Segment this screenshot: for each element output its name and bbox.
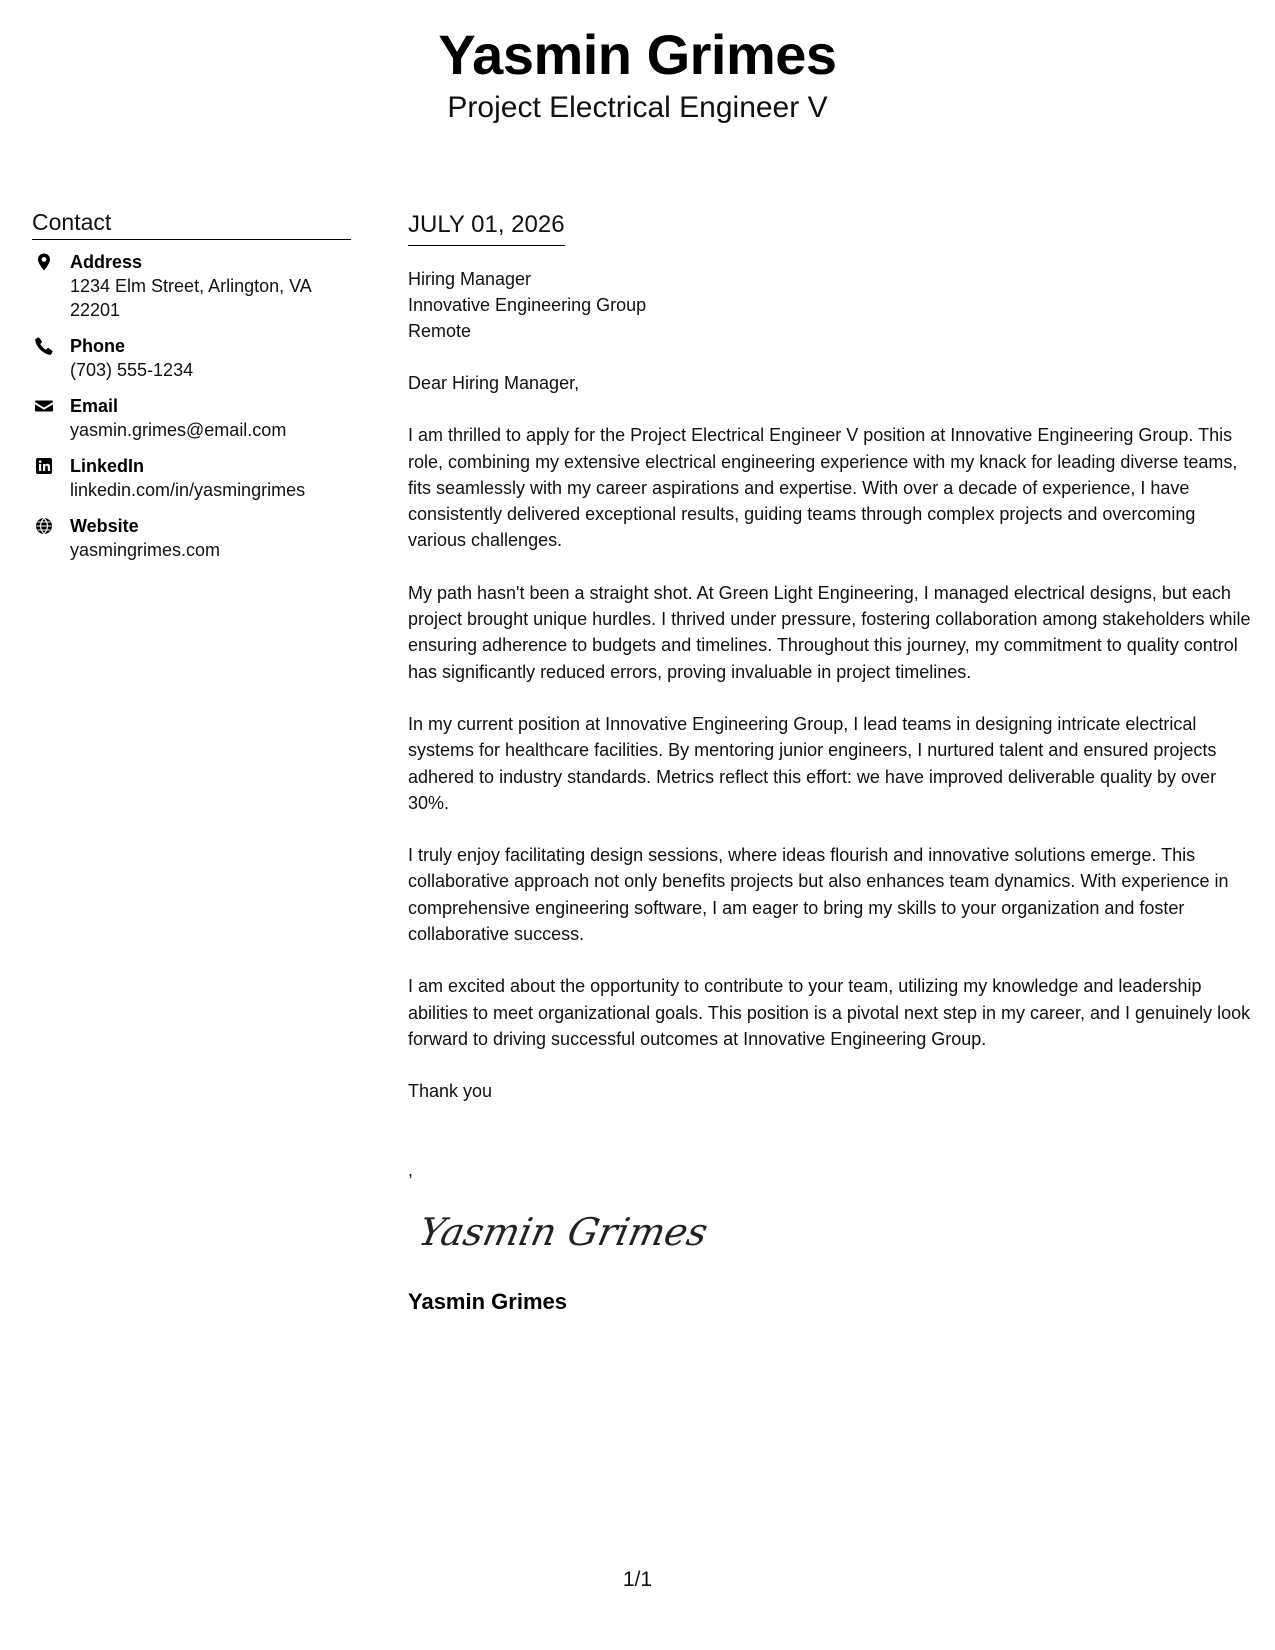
- contact-email: [32, 394, 351, 442]
- letter-body: [408, 210, 1254, 1315]
- contact-value: yasmin.grimes@email.com: [70, 420, 287, 440]
- contact-address: [32, 250, 351, 322]
- body-paragraph: My path hasn't been a straight shot. At Green Light Engineering, I managed electrical designs, but each project brought unique hurdles. I thrived under pressure, fostering collaboration among stakeholders while ensuring adherence to budgets and timelines. Throughout this journey, my commitment to quality control has significantly reduced errors, proving invaluable in project timelines.: [408, 582, 1251, 682]
- linkedin-icon: [34, 456, 54, 476]
- page-number: 1/1: [622, 1568, 653, 1591]
- contact-heading: Contact: [32, 208, 351, 240]
- letter-date: JULY 01, 2026: [408, 210, 565, 246]
- location-pin-icon: [34, 252, 54, 272]
- contact-list: [32, 250, 351, 562]
- contact-label: Website: [70, 516, 139, 536]
- body-paragraph: I truly enjoy facilitating design sessions, where ideas flourish and innovative solutions emerge. This collaborative approach not only benefits projects but also enhances team dynamics. With experience in comprehensive engineering software, I am eager to bring my skills to your organization and foster collaborative success.: [408, 845, 1229, 945]
- contact-sidebar: [32, 208, 351, 574]
- contact-phone: [32, 334, 351, 382]
- contact-label: Phone: [70, 336, 126, 356]
- applicant-job-title: Project Electrical Engineer V: [447, 91, 828, 124]
- body-paragraph: I am excited about the opportunity to contribute to your team, utilizing my knowledge and leadership abilities to meet organizational goals. This position is a pivotal next step in my career, and I genuinely look forward to driving successful outcomes at Innovative Engineering Group.: [408, 976, 1251, 1049]
- contact-linkedin: [32, 454, 351, 502]
- body-paragraph: In my current position at Innovative Engineering Group, I lead teams in designing intricate electrical systems for healthcare facilities. By mentoring junior engineers, I nurtured talent and ensured projects adhered to industry standards. Metrics reflect this effort: we have improved deliverable quality by over 30%.: [408, 713, 1217, 813]
- recipient-line: Remote: [408, 321, 472, 341]
- applicant-name: Yasmin Grimes: [438, 23, 837, 86]
- signature-image: [414, 1201, 712, 1265]
- contact-label: Email: [70, 396, 119, 416]
- letter-header: [0, 22, 1275, 126]
- closing: Thank you: [408, 1081, 493, 1102]
- signed-name: Yasmin Grimes: [408, 1288, 567, 1314]
- envelope-icon: [34, 396, 54, 416]
- contact-value: (703) 555-1234: [70, 360, 194, 380]
- contact-value: yasmingrimes.com: [70, 540, 221, 560]
- salutation: Dear Hiring Manager,: [408, 373, 580, 393]
- contact-website: [32, 514, 351, 562]
- recipient-block: [408, 266, 1254, 344]
- signature-text: Yasmin Grimes: [414, 1209, 712, 1255]
- recipient-line: Innovative Engineering Group: [408, 295, 647, 315]
- body-paragraph: I am thrilled to apply for the Project Electrical Engineer V position at Innovative Engineering Group. This role, combining my extensive electrical engineering experience with my knack for leading diverse teams, fits seamlessly with my career aspirations and expertise. With over a decade of experience, I have consistently delivered exceptional results, guiding teams through complex projects and overcoming various challenges.: [408, 425, 1238, 551]
- phone-icon: [34, 336, 54, 356]
- contact-label: Address: [70, 252, 143, 272]
- contact-value: 1234 Elm Street, Arlington, VA 22201: [70, 276, 311, 320]
- contact-value: linkedin.com/in/yasmingrimes: [70, 480, 306, 500]
- closing-comma: ,: [408, 1159, 414, 1180]
- recipient-line: Hiring Manager: [408, 269, 532, 289]
- contact-label: LinkedIn: [70, 456, 145, 476]
- globe-icon: [34, 516, 54, 536]
